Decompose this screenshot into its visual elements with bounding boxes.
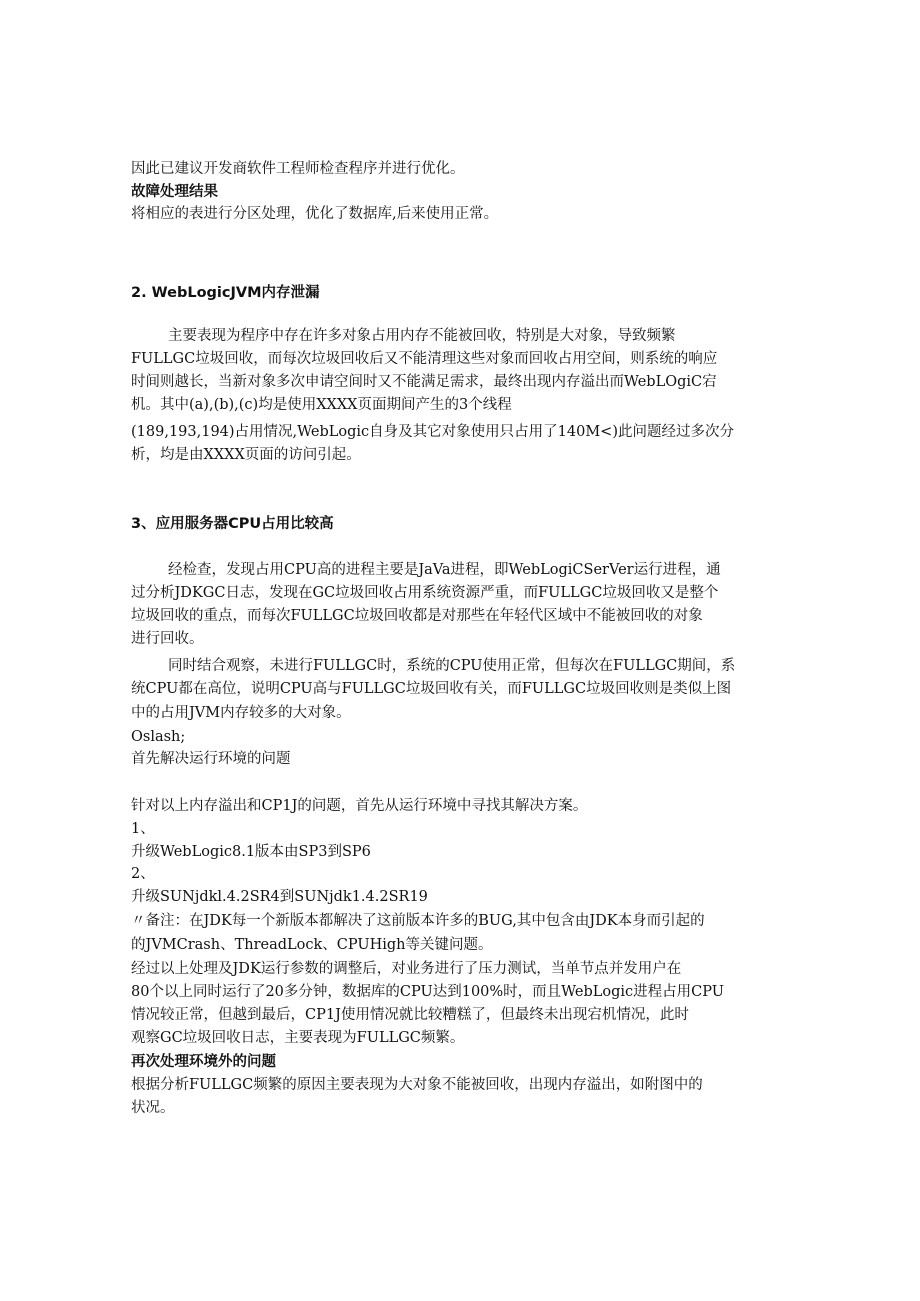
step1-number: 1、 <box>131 821 155 837</box>
para1-line: 垃圾回收的重点，而每次FULLGC垃圾回收都是对那些在年轻代区域中不能被回收的对象 <box>131 608 703 624</box>
conclusion-text: 因此已建议开发商软件工程师检查程序并进行优化。 <box>131 161 465 177</box>
step2-text: 升级SUNjdkl.4.2SR4到SUNjdk1.4.2SR19 <box>131 889 428 905</box>
note-line: 〃备注：在JDK每一个新版本都解决了这前版本许多的BUG,其中包含由JDK本身而引起的 <box>131 913 705 929</box>
para1-line: 进行回收。 <box>131 631 204 647</box>
analysis-line: 状况。 <box>131 1100 175 1116</box>
analysis-line: 根据分析FULLGC频繁的原因主要表现为大对象不能被回收，出现内存溢出，如附图中的 <box>131 1077 703 1093</box>
para1-line: 过分析JDKGC日志，发现在GC垃圾回收占用系统资源严重，而FULLGC垃圾回收又是整个 <box>131 585 719 601</box>
test-line: 80个以上同时运行了20多分钟，数据库的CPU达到100%时，而且WebLogic进程占用CPU <box>131 984 724 1000</box>
para2-line: 统CPU都在高位，说明CPU高与FULLGC垃圾回收有关，而FULLGC垃圾回收则是类似上图 <box>131 681 732 697</box>
test-line: 经过以上处理及JDK运行参数的调整后，对业务进行了压力测试，当单节点并发用户在 <box>131 961 682 977</box>
oslash-text: Oslash; <box>131 729 186 745</box>
section2-line: 析，均是由XXXX页面的访问引起。 <box>131 447 361 463</box>
env-heading: 首先解决运行环境的问题 <box>131 751 291 767</box>
other-heading: 再次处理环境外的问题 <box>131 1054 276 1070</box>
env-intro: 针对以上内存溢出和CP1J的问题，首先从运行环境中寻找其解决方案。 <box>131 798 588 814</box>
para2-line: 中的占用JVM内存较多的大对象。 <box>131 705 351 721</box>
section2-line: 时间则越长，当新对象多次申请空间时又不能满足需求，最终出现内存溢出而WebLOgiC宕 <box>131 374 717 390</box>
para1-line: 经检查，发现占用CPU高的进程主要是JaVa进程，即WebLogiCSerVer运行进程，通 <box>168 562 721 578</box>
step2-number: 2、 <box>131 866 155 882</box>
section2-heading: 2. WebLogicJVM内存泄漏 <box>131 285 320 301</box>
section2-line: FULLGC垃圾回收，而每次垃圾回收后又不能清理这些对象而回收占用空间，则系统的响应 <box>131 351 718 367</box>
test-line: 情况较正常，但越到最后，CP1J使用情况就比较糟糕了，但最终未出现宕机情况，此时 <box>131 1007 689 1023</box>
section2-line: 机。其中(a),(b),(c)均是使用XXXX页面期间产生的3个线程 <box>131 397 512 413</box>
section2-line: (189,193,194)占用情况,WebLogic自身及其它对象使用只占用了140M<)此问题经过多次分 <box>131 424 734 440</box>
result-text: 将相应的表进行分区处理，优化了数据库,后来使用正常。 <box>131 206 499 222</box>
note-line: 的JVMCrash、ThreadLock、CPUHigh等关键问题。 <box>131 937 493 953</box>
result-heading: 故障处理结果 <box>131 184 218 200</box>
para2-line: 同时结合观察，未进行FULLGC时，系统的CPU使用正常，但每次在FULLGC期间，系 <box>168 658 736 674</box>
step1-text: 升级WebLogic8.1版本由SP3到SP6 <box>131 844 371 860</box>
section2-line: 主要表现为程序中存在许多对象占用内存不能被回收，特别是大对象，导致频繁 <box>168 328 676 344</box>
test-line: 观察GC垃圾回收日志，主要表现为FULLGC频繁。 <box>131 1030 465 1046</box>
section3-heading: 3、应用服务器CPU占用比较高 <box>131 516 334 532</box>
